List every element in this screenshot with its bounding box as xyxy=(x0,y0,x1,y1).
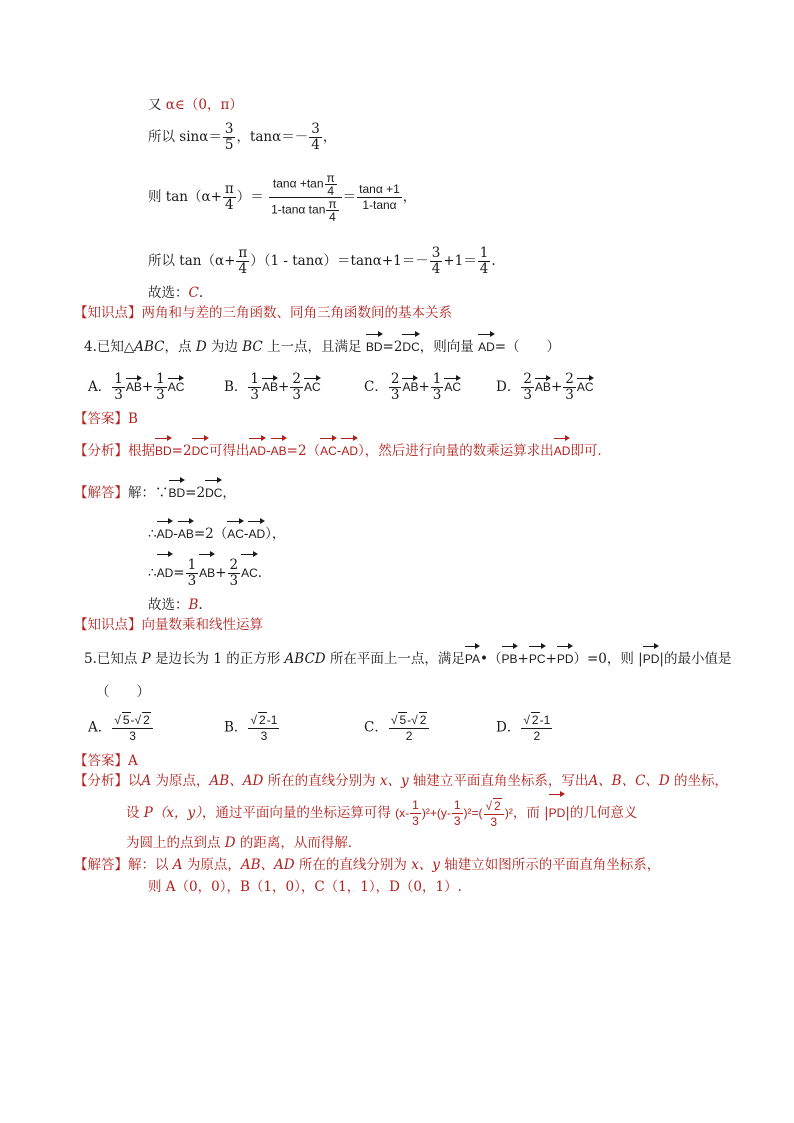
q5-analysis-l2: 设 P（x，y），通过平面向量的坐标运算可得 (x- $\frac{1}{3}$ )²+(y- $\frac{1}{3}$ )²=( $\frac{√ 2}{3}$ )²，而 |PD|的几何意义 xyxy=(126,796,637,830)
q4-answer: 【答案】B xyxy=(74,411,138,427)
q5-analysis-l3: 为圆上的点到点 D 的距离，从而得解． xyxy=(126,835,362,851)
q5-solution-l1: 【解答】解：以 A 为原点，AB、AD 所在的直线分别为 x、y 轴建立如图所示的平面直角坐标系， xyxy=(74,857,661,873)
p3-line-tan-sum: 则 tan（α+ $\frac{\pi}{4}$ ）＝ tanα +tan $\frac{\pi}{4}$ 1-tanα tan $\frac{\pi}{4}$ ＝ $\frac{\tan\alpha +1}{1-\tan\alpha}$ ， xyxy=(148,171,417,224)
p3-line-sin-tan: 所以 sinα＝ $\frac{3}{5}$ ，tanα＝－ $\frac{3}{4}$ ， xyxy=(148,121,337,153)
q5-option-b[interactable]: B． $\frac{√ 2-1}{3}$ xyxy=(224,713,278,743)
q4-solution-l3: ∴AD= $\frac{1}{3}$ AB+ $\frac{2}{3}$ AC． xyxy=(148,557,272,589)
q4-knowledge-point: 【知识点】向量数乘和线性运算 xyxy=(74,617,263,633)
q4-stem: 4.已知△ABC，点 D 为边 BC 上一点，且满足 BD=2DC，则向量 AD=（ ） xyxy=(84,336,560,358)
q5-answer: 【答案】A xyxy=(74,753,138,769)
q5-paren: （ ） xyxy=(96,684,150,700)
q4-choose: 故选：B. xyxy=(148,597,203,613)
q5-option-d[interactable]: D． $\frac{√ 2-1}{2}$ xyxy=(496,713,551,743)
q4-option-d[interactable]: D． $\frac{2}{3}$ AB+ $\frac{2}{3}$ AC xyxy=(496,371,594,403)
q4-option-c[interactable]: C． $\frac{2}{3}$ AB+ $\frac{1}{3}$ AC xyxy=(364,371,462,403)
q4-solution-l1: 【解答】解：∵BD=2DC， xyxy=(74,482,236,504)
q4-option-a[interactable]: A． $\frac{1}{3}$ AB+ $\frac{1}{3}$ AC xyxy=(88,371,185,403)
q4-option-b[interactable]: B． $\frac{1}{3}$ AB+ $\frac{2}{3}$ AC xyxy=(224,371,321,403)
p3-choose: 故选：C. xyxy=(148,285,204,301)
q5-option-c[interactable]: C． $\frac{√ 5-√ 2}{2}$ xyxy=(364,712,430,744)
q4-solution-l2: ∴AD-AB=2（AC-AD）， xyxy=(148,523,285,545)
p3-knowledge-point: 【知识点】两角和与差的三角函数、同角三角函数间的基本关系 xyxy=(74,305,452,321)
p3-line-alpha: 又 α∈（0，π） xyxy=(148,97,243,113)
p3-line-result: 所以 tan（α+ $\frac{\pi}{4}$ ）（1 - tanα）＝tanα+1＝－ $\frac{3}{4}$ +1＝ $\frac{1}{4}$ . xyxy=(148,245,496,277)
q5-option-a[interactable]: A． $\frac{√ 5-√ 2}{3}$ xyxy=(88,712,154,744)
q5-stem: 5.已知点 P 是边长为 1 的正方形 ABCD 所在平面上一点，满足PA•（PB+PC+PD）=0，则 |PD|的最小值是 xyxy=(84,648,731,670)
q5-solution-l2: 则 A（0，0），B（1，0），C（1，1），D（0，1）. xyxy=(148,879,462,895)
q4-analysis: 【分析】根据BD=2DC可得出AD-AB=2（AC-AD），然后进行向量的数乘运算求出AD即可． xyxy=(74,440,611,462)
q5-analysis-l1: 【分析】以A 为原点，AB、AD 所在的直线分别为 x、y 轴建立平面直角坐标系，写出A、B、C、D 的坐标， xyxy=(74,773,729,789)
